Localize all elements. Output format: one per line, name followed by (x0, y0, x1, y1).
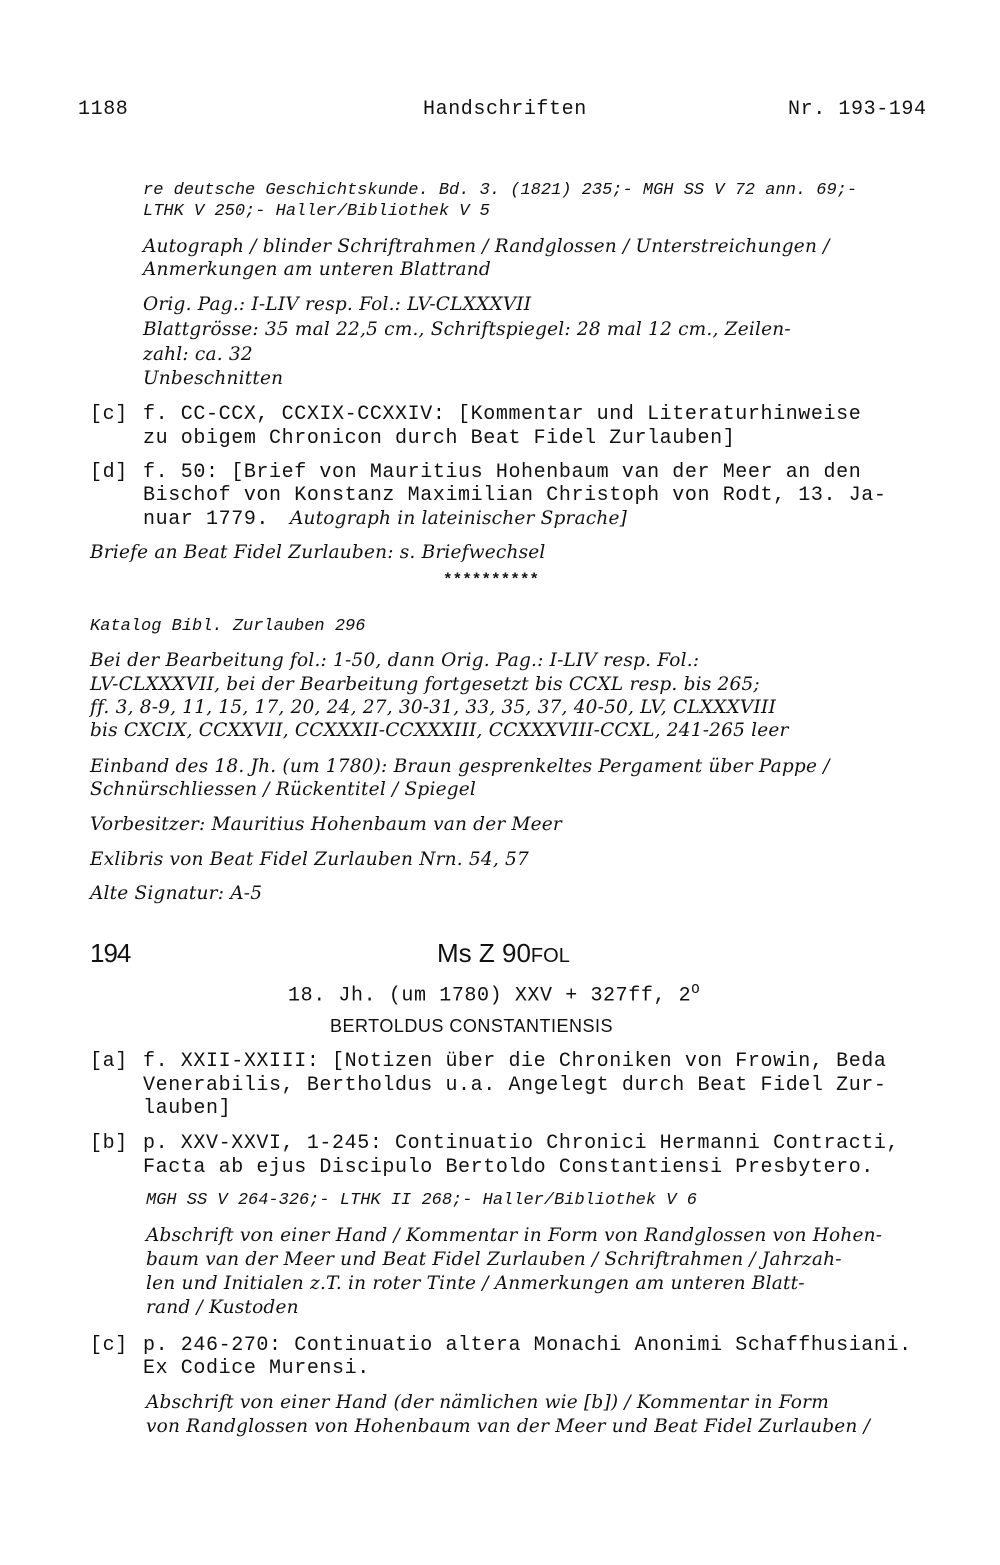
old-signature: Alte Signatur: A-5 (90, 883, 263, 904)
item-a-line-2: Venerabilis, Bertholdus u.a. Angelegt durch Beat Fidel Zur- (143, 1074, 887, 1097)
item-d-line-3a: nuar 1779. (143, 508, 270, 531)
item-d-line-1: f. 50: [Brief von Mauritius Hohenbaum van der Meer an den (143, 461, 862, 484)
exlibris: Exlibris von Beat Fidel Zurlauben Nrn. 54, 57 (90, 849, 529, 870)
item-c2-notes-1: Abschrift von einer Hand (der nämlichen wie [b]) / Kommentar in Form (146, 1392, 829, 1413)
processing-line-3: ff. 3, 8-9, 11, 15, 17, 20, 24, 27, 30-31, 33, 35, 37, 40-50, LV, CLXXXVIII (90, 697, 776, 718)
item-d-label: [d] (90, 461, 128, 484)
item-b-line-1: p. XXV-XXVI, 1-245: Continuatio Chronici Hermanni Contracti, (143, 1132, 900, 1155)
item-d-line-3b: Autograph in lateinischer Sprache] (290, 508, 628, 529)
entry-number: 194 (90, 938, 131, 968)
entry-range: Nr. 193-194 (788, 98, 927, 121)
notes-line-1: Autograph / blinder Schriftrahmen / Randglossen / Unterstreichungen / (143, 236, 830, 257)
processing-line-4: bis CXCIX, CCXXVII, CCXXXII-CCXXXIII, CCXXXVIII-CCXL, 241-265 leer (90, 720, 789, 741)
item-c-line-2: zu obigem Chronicon durch Beat Fidel Zurlauben] (143, 427, 736, 450)
item-d-line-2: Bischof von Konstanz Maximilian Christoph von Rodt, 13. Ja- (143, 484, 887, 507)
shelfmark-format: FOL (530, 945, 570, 967)
size-line-1: Blattgrösse: 35 mal 22,5 cm., Schriftspiegel: 28 mal 12 cm., Zeilen- (143, 319, 791, 340)
item-c-label: [c] (90, 403, 128, 426)
page-number: 1188 (78, 98, 129, 121)
item-a-line-3: lauben] (143, 1097, 232, 1120)
item-b-literature: MGH SS V 264-326;- LTHK II 268;- Haller/Bibliothek V 6 (146, 1191, 697, 1210)
size-line-2: zahl: ca. 32 (143, 344, 253, 365)
item-b-label: [b] (90, 1132, 128, 1155)
literature-line-1: re deutsche Geschichtskunde. Bd. 3. (1821) 235;- MGH SS V 72 ann. 69;- (143, 181, 858, 200)
item-b-notes-4: rand / Kustoden (146, 1297, 299, 1318)
section-separator: ********** (443, 571, 540, 589)
item-c2-line-2: Ex Codice Murensi. (143, 1357, 370, 1380)
item-a-label: [a] (90, 1050, 128, 1073)
item-c-line-1: f. CC-CCX, CCXIX-CCXXIV: [Kommentar und Literaturhinweise (143, 403, 862, 426)
item-b-notes-1: Abschrift von einer Hand / Kommentar in Form von Randglossen von Hohen- (146, 1225, 883, 1246)
dating-line (288, 983, 700, 1007)
item-a-line-1: f. XXII-XXIII: [Notizen über die Chroniken von Frowin, Beda (143, 1050, 887, 1073)
uncut-note: Unbeschnitten (143, 368, 284, 389)
item-c2-line-1: p. 246-270: Continuatio altera Monachi Anonimi Schaffhusiani. (143, 1334, 912, 1357)
shelfmark-main: Ms Z 90 (437, 938, 531, 968)
shelfmark (437, 940, 570, 966)
format-superscript: O (691, 982, 701, 998)
previous-owner: Vorbesitzer: Mauritius Hohenbaum van der Meer (90, 814, 562, 835)
processing-line-2: LV-CLXXXVII, bei der Bearbeitung fortgesetzt bis CCXL resp. bis 265; (90, 674, 760, 695)
item-b-notes-2: baum van der Meer und Beat Fidel Zurlauben / Schriftrahmen / Jahrzah- (146, 1249, 842, 1270)
letters-reference: Briefe an Beat Fidel Zurlauben: s. Briefwechsel (90, 542, 546, 563)
binding-line-1: Einband des 18. Jh. (um 1780): Braun gesprenkeltes Pergament über Pappe / (90, 756, 830, 777)
item-b-notes-3: len und Initialen z.T. in roter Tinte / Anmerkungen am unteren Blatt- (146, 1273, 805, 1294)
item-c2-notes-2: von Randglossen von Hohenbaum van der Meer und Beat Fidel Zurlauben / (146, 1416, 871, 1437)
binding-line-2: Schnürschliessen / Rückentitel / Spiegel (90, 779, 477, 800)
dating-text: 18. Jh. (um 1780) XXV + 327ff, 2 (288, 984, 692, 1008)
notes-line-2: Anmerkungen am unteren Blattrand (143, 259, 491, 280)
running-title: Handschriften (423, 98, 587, 121)
author-heading: BERTOLDUS CONSTANTIENSIS (330, 1016, 614, 1036)
pagination-line: Orig. Pag.: I-LIV resp. Fol.: LV-CLXXXVII (143, 294, 532, 315)
item-b-line-2: Facta ab ejus Discipulo Bertoldo Constantiensi Presbytero. (143, 1156, 874, 1179)
processing-line-1: Bei der Bearbeitung fol.: 1-50, dann Orig. Pag.: I-LIV resp. Fol.: (90, 650, 700, 671)
literature-line-2: LTHK V 250;- Haller/Bibliothek V 5 (143, 202, 490, 221)
catalog-reference: Katalog Bibl. Zurlauben 296 (90, 617, 366, 636)
item-c2-label: [c] (90, 1334, 128, 1357)
